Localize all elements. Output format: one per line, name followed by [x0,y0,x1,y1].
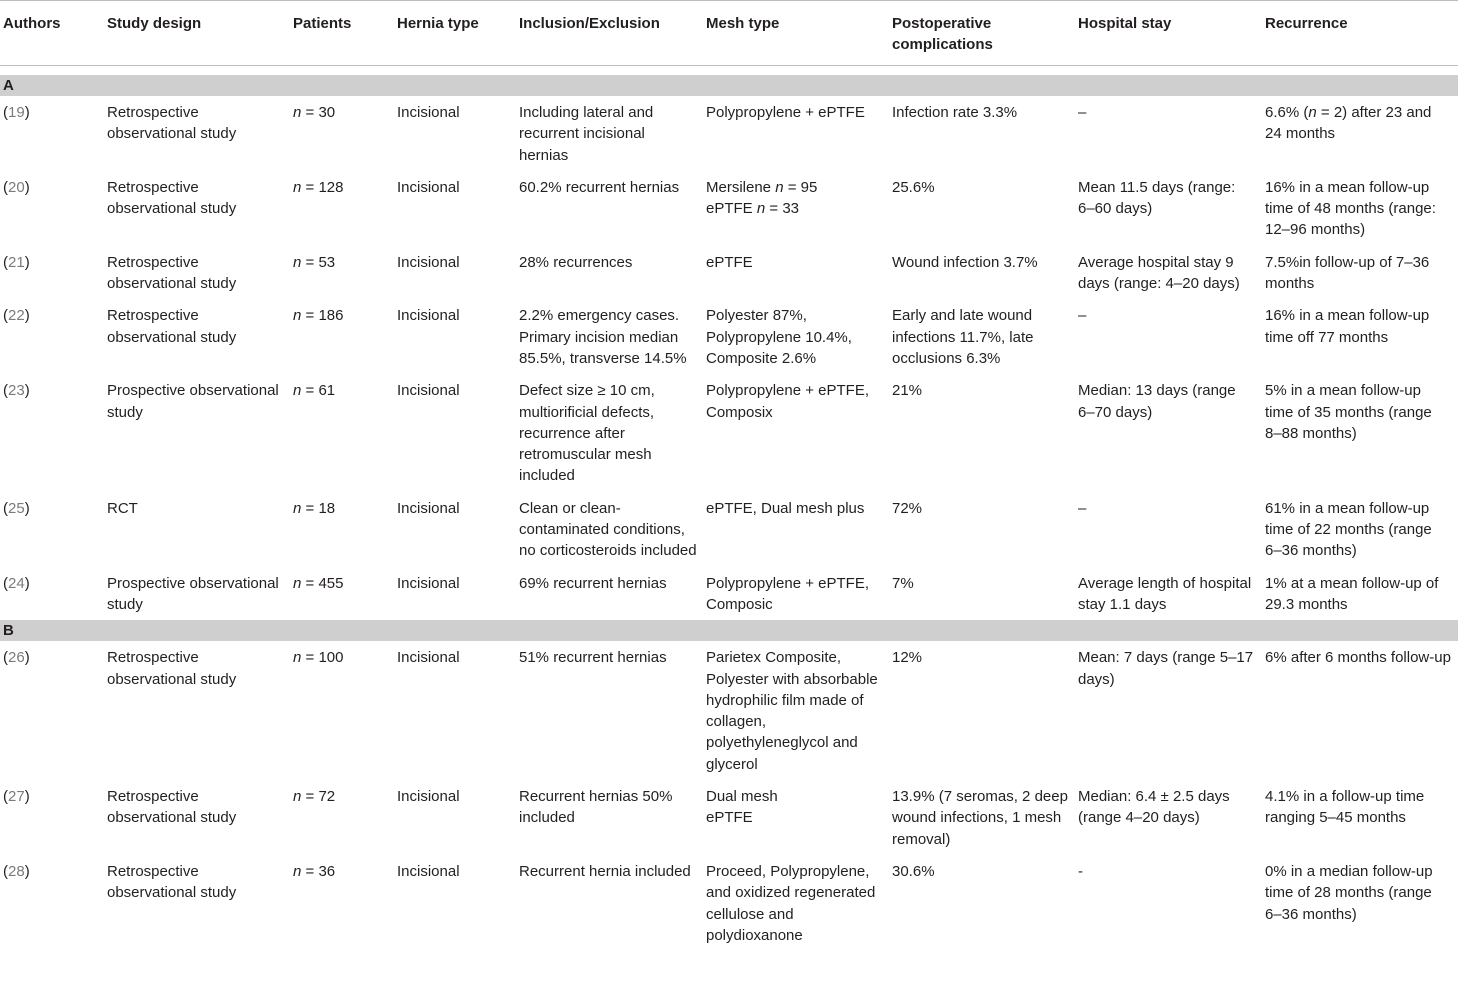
patients-cell: n = 186 [293,307,344,325]
patients-cell: n = 455 [293,574,344,592]
mesh-type-cell [703,780,889,855]
hernia-type-cell: Incisional [397,499,460,517]
complications-cell: 30.6% [892,862,935,880]
author-cell: (21) [3,253,30,271]
hospital-stay-cell: Average length of hospital stay 1.1 days [1078,574,1252,613]
reference-link[interactable]: 23 [8,382,25,400]
study-design-cell: Retrospective observational study [107,178,237,218]
recurrence-n: 2 [1333,104,1343,121]
mesh-type-cell: Parietex Composite, Polyester with absorbable hydrophilic film made of collagen, polyethyleneglycol and glycerol [706,649,878,773]
mesh-type-cell: Proceed, Polypropylene, and oxidized regenerated cellulose and polydioxanone [706,862,876,944]
patients-cell: n = 18 [293,499,336,517]
mesh-count: 33 [782,200,799,218]
author-cell: (19) [3,104,30,121]
patients-count: 186 [318,307,344,325]
table-row [0,567,1458,621]
study-design-cell: Retrospective observational study [107,253,237,293]
table-row [0,492,1458,567]
mesh-type-cell: Polypropylene + ePTFE [706,104,865,121]
section-label: B [0,620,1458,641]
recurrence-text: 6.6% ( [1265,104,1309,121]
author-cell: (26) [3,649,30,667]
author-cell: (25) [3,499,30,517]
hernia-type-cell: Incisional [397,788,460,806]
recurrence-cell: 4.1% in a follow-up time ranging 5–45 months [1265,788,1425,827]
recurrence-cell: 16% in a mean follow-up time off 77 months [1265,307,1430,346]
hernia-type-cell: Incisional [397,104,460,121]
hospital-stay-cell: – [1078,499,1087,517]
inclusion-cell: 69% recurrent hernias [519,574,667,592]
complications-cell: 12% [892,649,923,667]
mesh-type-cell: Polypropylene + ePTFE, Composic [706,574,870,613]
reference-link[interactable]: 24 [8,574,25,592]
patients-count: 30 [318,104,336,121]
reference-link[interactable]: 21 [8,253,25,271]
table-row [0,855,1458,951]
recurrence-cell: 1% at a mean follow-up of 29.3 months [1265,574,1439,613]
table-row [0,374,1458,491]
patients-cell: n = 72 [293,788,336,806]
reference-link[interactable]: 26 [8,649,25,667]
study-design-cell: Prospective observational study [107,382,279,421]
study-design-cell: Retrospective observational study [107,649,237,688]
reference-link[interactable]: 22 [8,307,25,325]
study-design-cell: Retrospective observational study [107,862,237,902]
mesh-type-cell: Mersilene n = 95 ePTFE n = 33 [706,178,818,218]
inclusion-cell: 28% recurrences [519,253,633,271]
hospital-stay-cell: – [1078,104,1087,121]
mesh-count: 95 [800,178,818,196]
header-authors: Authors [0,1,104,66]
inclusion-cell: Including lateral and recurrent incisional hernias [519,104,654,164]
study-design-cell: Prospective observational study [107,574,279,613]
recurrence-cell: 5% in a mean follow-up time of 35 months (range 8–88 months) [1265,382,1432,442]
inclusion-cell: 51% recurrent hernias [519,649,667,667]
recurrence-text: ) after 23 and 24 months [1265,104,1432,143]
recurrence-cell: 6% after 6 months follow-up [1265,649,1451,667]
patients-cell: n = 128 [293,178,344,196]
patients-count: 128 [318,178,344,196]
header-inclusion-exclusion: Inclusion/Exclusion [516,1,703,66]
inclusion-cell: Recurrent hernia included [519,862,691,880]
patients-count: 72 [318,788,336,806]
patients-cell: n = 100 [293,649,344,667]
reference-link[interactable]: 28 [8,862,25,880]
mesh-type-cell: Polyester 87%, Polypropylene 10.4%, Composite 2.6% [706,307,852,367]
study-design-cell: Retrospective observational study [107,307,237,346]
hernia-type-cell: Incisional [397,178,460,196]
table-row [0,96,1458,171]
table-row [0,246,1458,300]
patients-cell: n = 61 [293,382,336,400]
header-row [0,1,1458,66]
patients-cell: n = 53 [293,253,336,271]
inclusion-cell: Clean or clean-contaminated conditions, no corticosteroids included [519,499,697,560]
table-row [0,299,1458,374]
complications-cell: 25.6% [892,178,935,196]
mesh-type-cell: Polypropylene + ePTFE, Composix [706,382,870,421]
hospital-stay-cell: Mean 11.5 days (range: 6–60 days) [1078,178,1236,218]
author-cell: (20) [3,178,30,196]
mesh-name: ePTFE [706,200,757,218]
table-row [0,641,1458,780]
study-design-cell: Retrospective observational study [107,788,237,827]
complications-cell: 72% [892,499,923,517]
author-cell: (22) [3,307,30,325]
author-cell: (27) [3,788,30,806]
table-row [0,171,1458,246]
complications-cell: 13.9% (7 seromas, 2 deep wound infections, 1 mesh removal) [892,788,1068,848]
author-cell: (28) [3,862,30,880]
mesh-type-cell: ePTFE [706,253,753,271]
reference-link[interactable]: 25 [8,499,25,517]
recurrence-cell: 16% in a mean follow-up time of 48 months (range: 12–96 months) [1265,178,1436,239]
table-row [0,780,1458,855]
header-mesh-type: Mesh type [703,1,889,66]
hospital-stay-cell: Mean: 7 days (range 5–17 days) [1078,649,1254,688]
patients-count: 53 [318,253,336,271]
spacer-row [0,66,1458,76]
mesh-type-cell: ePTFE, Dual mesh plus [706,499,865,517]
patients-count: 36 [318,862,336,880]
section-a-header [0,75,1458,96]
section-label: A [0,75,1458,96]
hospital-stay-cell: Median: 13 days (range 6–70 days) [1078,382,1236,421]
patients-cell: n = 36 [293,862,336,880]
recurrence-cell: 6.6% (n = 2) after 23 and 24 months [1265,104,1432,143]
reference-link[interactable]: 19 [8,104,25,121]
recurrence-cell: 0% in a median follow-up time of 28 months (range 6–36 months) [1265,862,1433,923]
hernia-type-cell: Incisional [397,574,460,592]
recurrence-cell: 7.5%in follow-up of 7–36 months [1265,253,1430,293]
study-design-cell: RCT [107,499,138,517]
mesh-name: ePTFE [706,809,753,827]
complications-cell: Wound infection 3.7% [892,253,1038,271]
hospital-stay-cell: Median: 6.4 ± 2.5 days (range 4–20 days) [1078,788,1230,827]
patients-count: 61 [318,382,336,400]
complications-cell: 21% [892,382,923,400]
patients-count: 18 [318,499,336,517]
hernia-type-cell: Incisional [397,649,460,667]
header-patients: Patients [290,1,394,66]
header-study-design: Study design [104,1,290,66]
section-b-header [0,620,1458,641]
reference-link[interactable]: 27 [8,788,25,806]
hernia-type-cell: Incisional [397,862,460,880]
author-cell: (24) [3,574,30,592]
inclusion-cell: Defect size ≥ 10 cm, multiorificial defects, recurrence after retromuscular mesh included [519,382,655,485]
header-postoperative-complications: Postoperative complications [889,1,1075,66]
hernia-type-cell: Incisional [397,307,460,325]
hospital-stay-cell: – [1078,307,1087,325]
header-hernia-type: Hernia type [394,1,516,66]
mesh-name: Mersilene [706,178,776,196]
patients-count: 100 [318,649,344,667]
complications-cell: Early and late wound infections 11.7%, late occlusions 6.3% [892,307,1034,367]
hospital-stay-cell: Average hospital stay 9 days (range: 4–20 days) [1078,253,1240,293]
hospital-stay-cell: - [1078,862,1083,880]
hernia-type-cell: Incisional [397,253,460,271]
complications-cell: Infection rate 3.3% [892,104,1018,121]
reference-link[interactable]: 20 [8,178,25,196]
hernia-type-cell: Incisional [397,382,460,400]
study-design-cell: Retrospective observational study [107,104,237,143]
header-hospital-stay: Hospital stay [1075,1,1262,66]
inclusion-cell: 60.2% recurrent hernias [519,178,680,196]
mesh-name: Dual mesh [706,788,778,806]
header-recurrence: Recurrence [1262,1,1458,66]
patients-count: 455 [318,574,344,592]
inclusion-cell: Recurrent hernias 50% included [519,788,673,827]
recurrence-cell: 61% in a mean follow-up time of 22 months (range 6–36 months) [1265,499,1432,560]
patients-cell: n = 30 [293,104,336,121]
inclusion-cell: 2.2% emergency cases. Primary incision median 85.5%, transverse 14.5% [519,307,687,367]
complications-cell: 7% [892,574,914,592]
author-cell: (23) [3,382,30,400]
